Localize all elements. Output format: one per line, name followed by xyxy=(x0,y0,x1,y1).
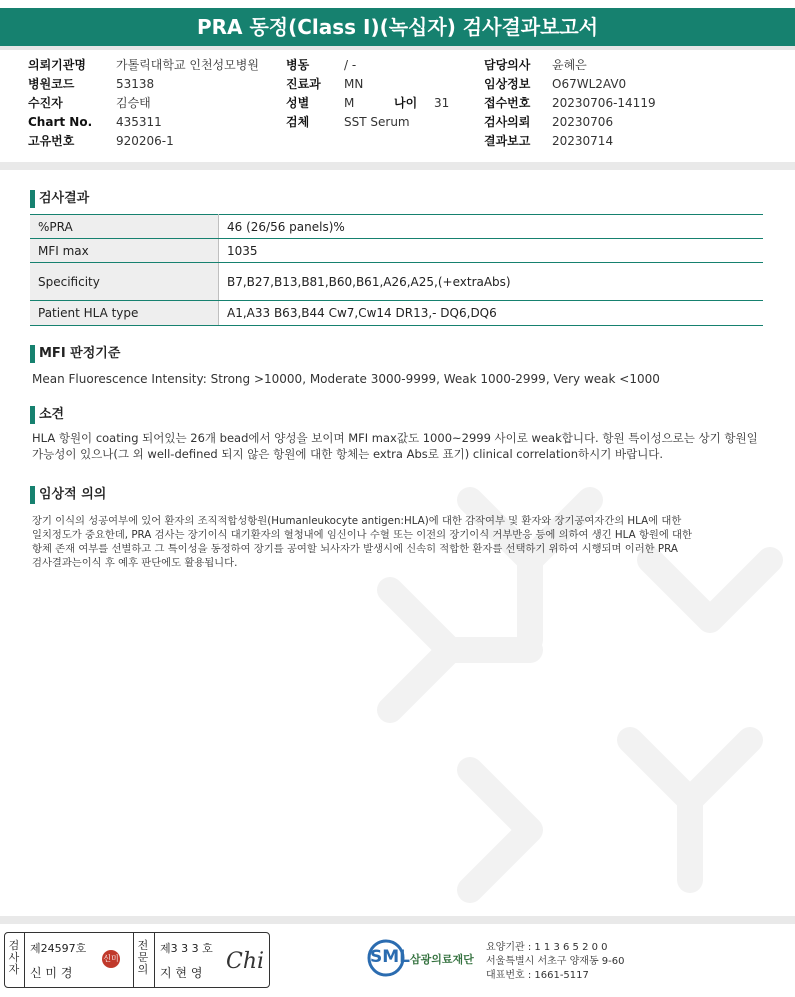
header-value: MN xyxy=(344,77,364,91)
header-row-hospital-code xyxy=(28,75,259,94)
clinical-line: 항체 존재 여부를 선별하고 그 특이성을 동정하여 장기를 공여할 뇌사자가 발생시에 신속히 적합한 환자를 선택하기 위하여 시행되며 이러한 PRA xyxy=(32,543,678,555)
org-name: 삼광의료재단 xyxy=(410,953,474,966)
header-value: 20230706-14119 xyxy=(552,96,656,110)
clinical-line: 일치정도가 중요한데, PRA 검사는 장기이식 대기환자의 혈청내에 임신이나 수혈 또는 이전의 장기이식 거부반응 등에 의하여 생긴 HLA 항원에 대한 xyxy=(32,529,692,541)
header-key: Chart No. xyxy=(28,115,93,129)
opinion-text: HLA 항원이 coating 되어있는 26개 bead에서 양성을 보이며 MFI max값도 1000~2999 사이로 weak합니다. 항원 특이성으로는 상기 항원일 가능성이 있으나(그 외 well-defined 되지 않은 항원에 대한 항체는 extra Abs로 표기) clinical correlation하시기 바랍니다. xyxy=(32,431,758,461)
header-row-clinical-info xyxy=(484,75,656,94)
header-row-doctor xyxy=(484,56,656,75)
header-value: SST Serum xyxy=(344,115,410,129)
footer xyxy=(0,924,795,997)
header-value: 920206-1 xyxy=(116,134,174,148)
header-value: 윤혜은 xyxy=(552,58,587,72)
result-label: %PRA xyxy=(30,215,219,239)
patient-info-col1 xyxy=(28,56,259,151)
header-row-chart-no xyxy=(28,113,259,132)
header-key: 성별 xyxy=(286,96,310,110)
header-value: O67WL2AV0 xyxy=(552,77,627,91)
divider xyxy=(154,933,155,987)
header-row-receipt-no xyxy=(484,94,656,113)
header-key: 진료과 xyxy=(286,77,321,91)
header-key: 병동 xyxy=(286,58,310,72)
header-value: 가톨릭대학교 인천성모병원 xyxy=(116,58,259,72)
result-label: Specificity xyxy=(30,263,219,301)
header-row-specimen xyxy=(286,113,449,132)
result-value: B7,B27,B13,B81,B60,B61,A26,A25,(+extraAbs) xyxy=(219,263,764,301)
org-code: 요양기관 : 1 1 3 6 5 2 0 0 xyxy=(486,942,608,953)
specialist-license-no: 제3 3 3 호 xyxy=(160,942,213,955)
table-row xyxy=(30,215,763,239)
header-key: 수진자 xyxy=(28,96,63,110)
table-row xyxy=(30,239,763,263)
header-row-ward xyxy=(286,56,449,75)
header-key: 접수번호 xyxy=(484,96,531,110)
header-key: 고유번호 xyxy=(28,134,75,148)
logo-text: SML xyxy=(370,947,410,967)
header-row-department xyxy=(286,75,449,94)
result-label: MFI max xyxy=(30,239,219,263)
sml-logo xyxy=(366,938,476,978)
clinical-heading: 임상적 의의 xyxy=(30,486,106,504)
header-value: 20230706 xyxy=(552,115,614,129)
watermark-graphic xyxy=(330,440,795,920)
specialist-name: 지 현 영 xyxy=(160,966,203,980)
header-value: M xyxy=(344,96,355,110)
tester-stamp: 신미경 xyxy=(102,950,120,968)
header-key: 병원코드 xyxy=(28,77,75,91)
result-value: 46 (26/56 panels)% xyxy=(219,215,764,239)
org-phone: 대표번호 : 1661-5117 xyxy=(486,970,589,981)
org-contact xyxy=(486,941,625,983)
header-key: 검체 xyxy=(286,115,310,129)
header-row-report-date xyxy=(484,132,656,151)
patient-info-col2 xyxy=(286,56,449,132)
header-separator xyxy=(0,162,795,170)
report-title: PRA 동정(Class I)(녹십자) 검사결과보고서 xyxy=(0,8,795,50)
opinion-heading: 소견 xyxy=(30,406,64,424)
header-value: / - xyxy=(344,58,357,72)
header-key: 결과보고 xyxy=(484,134,531,148)
age-key: 나이 xyxy=(394,96,418,110)
mfi-criteria-text: Mean Fluorescence Intensity: Strong >10000, Moderate 3000-9999, Weak 1000-2999, Very weak <1000 xyxy=(32,372,660,386)
header-row-sex-age xyxy=(286,94,449,113)
tester-name: 신 미 경 xyxy=(30,966,73,980)
clinical-line: 검사결과는이식 후 예후 판단에도 활용됩니다. xyxy=(32,557,238,569)
header-key: 임상정보 xyxy=(484,77,531,91)
header-row-unique-no xyxy=(28,132,259,151)
header-row-institution xyxy=(28,56,259,75)
result-value: 1035 xyxy=(219,239,764,263)
tester-label: 검사자 xyxy=(8,939,20,976)
header-value: 53138 xyxy=(116,77,155,91)
header-value: 435311 xyxy=(116,115,162,129)
divider xyxy=(24,933,25,987)
header-row-patient xyxy=(28,94,259,113)
signature-box xyxy=(4,932,270,988)
age-value: 31 xyxy=(434,96,450,110)
header-row-request-date xyxy=(484,113,656,132)
tester-license-no: 제24597호 xyxy=(30,942,87,955)
specialist-signature: Chi xyxy=(226,949,265,974)
divider xyxy=(133,933,134,987)
result-value: A1,A33 B63,B44 Cw7,Cw14 DR13,- DQ6,DQ6 xyxy=(219,301,764,326)
org-address: 서울특별시 서초구 양재동 9-60 xyxy=(486,956,625,967)
clinical-text xyxy=(32,514,692,570)
patient-info-col3 xyxy=(484,56,656,151)
results-heading: 검사결과 xyxy=(30,190,89,208)
specialist-label: 전문의 xyxy=(137,939,149,976)
header-key: 담당의사 xyxy=(484,58,531,72)
header-value: 20230714 xyxy=(552,134,614,148)
footer-separator xyxy=(0,916,795,924)
results-table xyxy=(30,214,763,326)
table-row xyxy=(30,301,763,326)
header-key: 검사의뢰 xyxy=(484,115,531,129)
header-key: 의뢰기관명 xyxy=(28,58,86,72)
header-value: 김승태 xyxy=(116,96,151,110)
result-label: Patient HLA type xyxy=(30,301,219,326)
table-row xyxy=(30,263,763,301)
mfi-heading: MFI 판정기준 xyxy=(30,345,120,363)
clinical-line: 장기 이식의 성공여부에 있어 환자의 조직적합성항원(Humanleukocyte antigen:HLA)에 대한 감작여부 및 환자와 장기공여자간의 HLA에 대한 xyxy=(32,515,682,527)
